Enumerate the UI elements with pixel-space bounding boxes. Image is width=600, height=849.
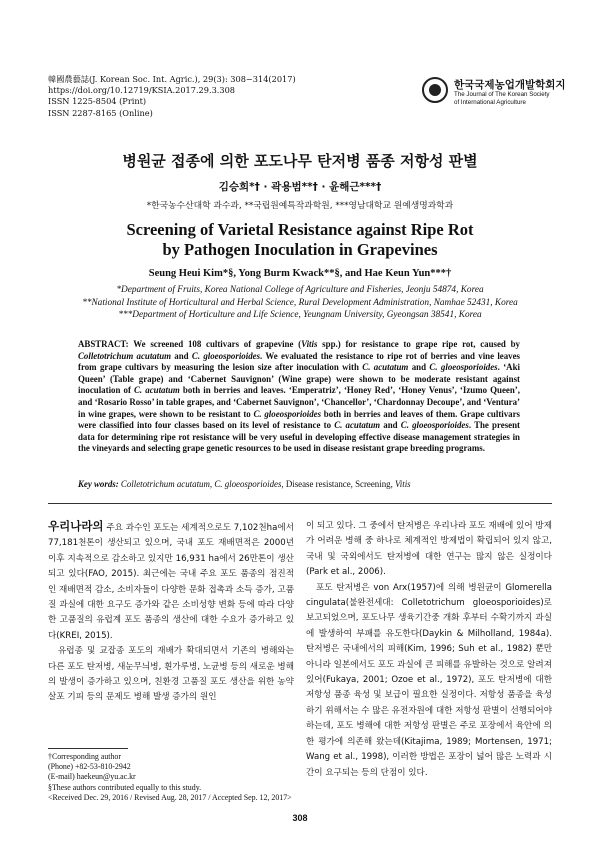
abstract: ABSTRACT: We screened 108 cultivars of grapevine (Vitis spp.) for resistance to grape ripe rot, caused by Colletotrichum acutatum and C. gloeosporioides. We evaluated the resistance to ripe rot of berries and vine leaves from grape cultivars by measuring the lesion size after inoculation with C. acutatum and C. gloeosporioides. ‘Aki Queen’ (Table grape) and ‘Cabernet Sauvignon’ (Wine grape) were shown to be moderate resistant against inoculation of C. acutatum both in berries and leaves. ‘Emperatriz’, ‘Honey Red’, ‘Honey Venus’, ‘Izumo Queen’, and ‘Rosario Rosso’ in table grapes, and ‘Cabernet Sauvignon’, ‘Chancellor’, ‘Chardonnay Decoupe’, and ‘Ventura’ in wine grapes, were shown to be resistant to C. gloeosporioides both in berries and leaves of them. Grape cultivars were classified into four classes based on its level of resistance to C. acutatum and C. gloeosporioides. The present data for determining ripe rot resistance will be very useful in developing effective disease management strategies in the vineyards and selecting grape genetic resources to be used in disease resistant grape breeding programs.	[78, 339, 521, 454]
body-column-left	[48, 519, 294, 706]
issn-print: ISSN 1225-8504 (Print)	[48, 96, 147, 107]
paragraph: 유럽종 및 교잡종 포도의 재배가 확대되면서 기존의 병해와는 다른 포도 탄저병, 새눈무늬병, 흰가루병, 노균병 등의 새로운 병해의 발생이 증가하고 있으며, 친환경 고품질 포도 생산을 위한 농약 살포 기피 등의 문제도 병해 발생 증가의 원인	[48, 646, 294, 703]
email[interactable]: (E-mail) haekeun@yu.ac.kr	[48, 772, 136, 782]
body-column-right	[306, 519, 552, 781]
korean-affiliations: *한국농수산대학 과수과, **국립원예특작과학원, ***영남대학교 원예생명과학과	[146, 201, 454, 211]
abstract-label: ABSTRACT:	[78, 339, 129, 349]
keywords: Key words: Colletotrichum acutatum, C. gloeosporioides, Disease resistance, Screening, Vitis	[78, 479, 411, 489]
keywords-label: Key words:	[78, 479, 119, 489]
paragraph: 우리나라의 주요 과수인 포도는 세계적으로도 7,102천ha에서 77,181천톤이 생산되고 있으며, 국내 포도 재배면적은 2000년 이후 지속적으로 감소하고 있지만 16,931 ha에서 26만톤이 생산되고 있다(FAO, 2015). 최근에는 국내 주요 포도 품종의 점진적인 재배면적 감소, 소비자들이 다양한 문화 접촉과 소득 증가, 고품질 과실에 대한 요구도 증가와 같은 소비성향 변화 등에 따라 다양한 고품질의 유럽계 포도 품종의 생산에 대한 수요가 증가하고 있다(KREI, 2015).	[48, 519, 294, 641]
issn-online: ISSN 2287-8165 (Online)	[48, 107, 153, 118]
journal-line: 韓國農藝誌(J. Korean Soc. Int. Agric.), 29(3): 308−314(2017)	[48, 74, 296, 84]
equal-contribution: §These authors contributed equally to this study.	[48, 782, 202, 792]
lead-word: 우리나라의	[48, 519, 104, 533]
corresponding-author: †Corresponding author	[48, 752, 121, 761]
journal-meta	[48, 74, 296, 119]
society-name-korean: 한국국제농업개발학회지	[454, 79, 566, 91]
english-affiliations: *Department of Fruits, Korea National College of Agriculture and Fisheries, Jeonju 54874, Korea **National Institute of Horticultural and Herbal Science, Rural Development Administration, Namhae 52431, Korea ***Department of Horticulture and Life Science, Yeungnam University, Gyeongsan 38541, Korea	[82, 285, 518, 321]
received-dates: <Received Dec. 29, 2016 / Revised Aug. 28, 2017 / Accepted Sep. 12, 2017>	[48, 792, 292, 802]
english-authors: Seung Heui Kim*§, Yong Burm Kwack**§, and Hae Keun Yun***†	[148, 268, 452, 279]
korean-title: 병원균 접종에 의한 포도나무 탄저병 품종 저항성 판별	[122, 152, 478, 170]
section-divider	[48, 503, 552, 504]
phone: (Phone) +82-53-810-2942	[48, 762, 131, 772]
paragraph: 포도 탄저병은 von Arx(1957)에 의해 병원균이 Glomerella cingulata(불완전세대: Colletotrichum gloeosporioides)로 보고되었으며, 포도나무 생육기간중 개화 후부터 수확기까지 과실에 발생하여 부패를 유도한다(Daykin & Milholland, 1984a). 탄저병은 국내에서의 피해(Kim, 1996; Suh et al., 1982) 뿐만 아니라 일본에서도 포도 과실에 큰 피해를 유발하는 것으로 알려져 있어(Fukaya, 2001; Ozoe et al., 1972), 포도 탄저병에 대한 저항성 품종 육성 및 보급이 필요한 실정이다. 저항성 품종을 육성하기 위해서는 수 많은 유전자원에 대한 저항성 판별이 선행되어야 하는데, 포도 병해에 대한 저항성 판별은 주로 포장에서 육안에 의한 평가에 의존해 왔는데(Kitajima, 1989; Mortensen, 1971; Wang et al., 1998), 이러한 방법은 포장이 넓어 많은 노력과 시간이 요구되는 등의 단점이 있다.	[306, 582, 552, 778]
footnote-divider	[48, 748, 128, 749]
paragraph: 이 되고 있다. 그 중에서 탄저병은 우리나라 포도 재배에 있어 방제가 어려운 병해 중 하나로 체계적인 방제법이 확립되어 있지 않고, 국내 및 국외에서도 탄저병에 대한 연구는 많지 않은 실정이다(Park et al., 2006).	[306, 521, 552, 578]
society-name-english: The Journal of The Korean Society of International Agriculture	[454, 91, 550, 106]
society-logo	[422, 77, 572, 107]
doi-link[interactable]: https://doi.org/10.12719/KSIA.2017.29.3.308	[48, 85, 236, 96]
footnotes	[48, 752, 298, 803]
korean-authors: 김승희*† · 곽용범**† · 윤해근***†	[218, 181, 382, 193]
english-title: Screening of Varietal Resistance against Ripe Rot by Pathogen Inoculation in Grapevines	[126, 220, 474, 259]
society-emblem-icon	[422, 77, 448, 103]
page-number: 308	[292, 813, 308, 823]
